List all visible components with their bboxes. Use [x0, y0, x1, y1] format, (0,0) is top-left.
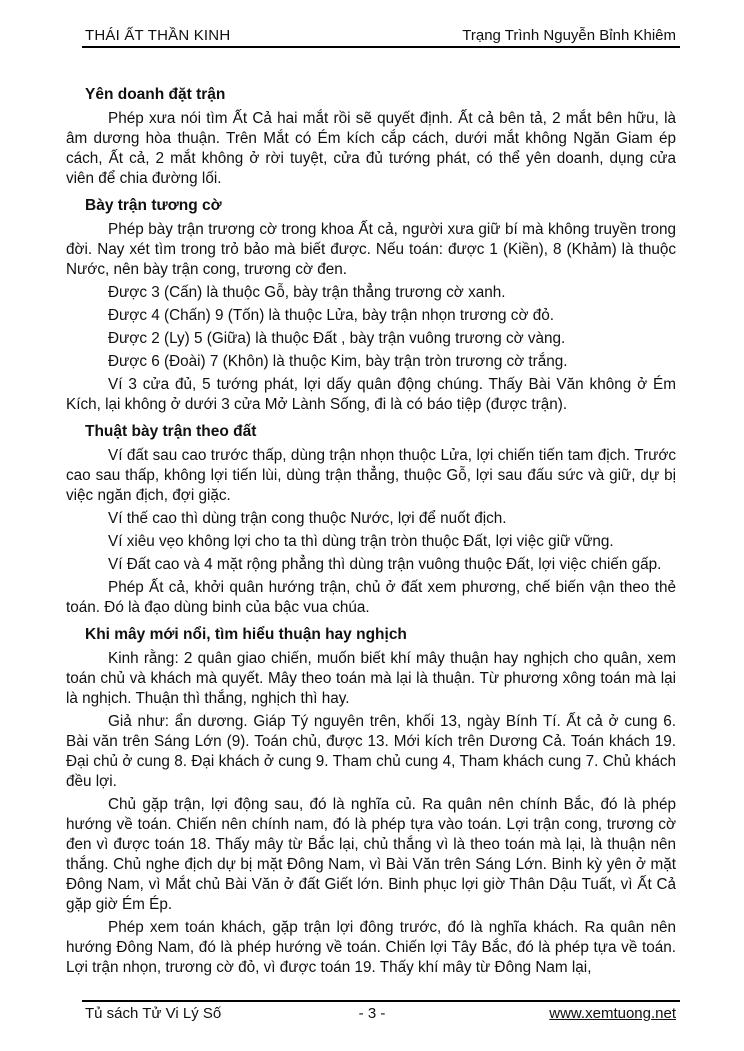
footer-website-link[interactable]: www.xemtuong.net — [549, 1005, 676, 1022]
paragraph: Phép xưa nói tìm Ất Cả hai mắt rồi sẽ quyết định. Ất cả bên tả, 2 mắt bên hữu, là âm dương hòa thuận. Trên Mắt có Ém kích cắp cách, dưới mắt không Ngăn Giam ép cách, Ất cả, 2 mắt không ở rời tuyệt, cửa đủ tướng phát, có thể yên doanh, dụng cửa viên để chia đường lối. — [66, 110, 676, 187]
paragraph: Được 6 (Đoài) 7 (Khôn) là thuộc Kim, bày trận tròn trương cờ trắng. — [108, 353, 568, 370]
document-body — [66, 85, 676, 981]
paragraph: Phép Ất cả, khởi quân hướng trận, chủ ở đất xem phương, chế biến vận theo thẻ toán. Đó là đạo dùng binh của bậc vua chúa. — [66, 579, 676, 616]
section-heading-khi-may-moi-noi: Khi mây mới nổi, tìm hiểu thuận hay nghịch — [85, 626, 407, 643]
footer-divider — [82, 1000, 680, 1002]
paragraph: Kinh rằng: 2 quân giao chiến, muốn biết khí mây thuận hay nghịch cho quân, xem toán chủ và khách mà quyết. Mây theo toán mà lại là thuận. Từ phương xông toán mà lại là nghịch. Thuận thì thắng, nghịch thì hay. — [66, 650, 676, 707]
header-book-title: THÁI ẤT THẦN KINH — [85, 27, 231, 44]
paragraph: Ví Đất cao và 4 mặt rộng phẳng thì dùng trận vuông thuộc Đất, lợi việc chiến gấp. — [108, 556, 662, 573]
paragraph: Ví 3 cửa đủ, 5 tướng phát, lợi dấy quân động chúng. Thấy Bài Văn không ở Ém Kích, lại không ở dưới 3 cửa Mở Lành Sống, đi là có báo tiệp (được trận). — [66, 376, 676, 413]
paragraph: Được 3 (Cấn) là thuộc Gỗ, bày trận thẳng trương cờ xanh. — [108, 284, 506, 301]
paragraph: Giả như: ẩn dương. Giáp Tý nguyên trên, khối 13, ngày Bính Tí. Ất cả ở cung 6. Bài văn trên Sáng Lớn (9). Toán chủ, được 13. Mới kích trên Dương Cả. Toán khách 19. Đại chủ ở cung 8. Đại khách ở cung 9. Tham chủ cung 4, Tham khách cung 7. Chủ khách đều lợi. — [66, 713, 676, 790]
paragraph: Ví xiêu vẹo không lợi cho ta thì dùng trận tròn thuộc Đất, lợi việc giữ vững. — [108, 533, 614, 550]
header-divider — [82, 46, 680, 48]
paragraph: Được 4 (Chấn) 9 (Tốn) là thuộc Lửa, bày trận nhọn trương cờ đỏ. — [108, 307, 554, 324]
paragraph: Chủ gặp trận, lợi động sau, đó là nghĩa củ. Ra quân nên chính Bắc, đó là phép hướng về toán. Chiến nên chính nam, đó là phép tựa vào toán. Lợi trận cong, trương cờ đen vì được toán 18. Thấy mây từ Bắc lại, chủ thắng vì là theo toán mà lại, là thuận nên thắng. Chủ nghe địch dự bị mặt Đông Nam, vì Bài Văn trên Sáng Lớn. Binh kỳ yên ở mặt Đông Nam, vì Mắt chủ Bài Văn ở đất Giết lớn. Binh phục lợi giờ Thân Dậu Tuất, vì Ất Cả gặp giờ Ém Ép. — [66, 796, 676, 913]
paragraph: Phép bày trận trương cờ trong khoa Ất cả, người xưa giữ bí mà không truyền trong đời. Nay xét tìm trong trỏ bảo mà biết được. Nếu toán: được 1 (Kiền), 8 (Khảm) là thuộc Nước, nên bày trận cong, trương cờ đen. — [66, 221, 676, 278]
section-heading-thuat-bay-tran: Thuật bày trận theo đất — [85, 423, 257, 440]
header-author: Trạng Trình Nguyễn Bỉnh Khiêm — [462, 27, 676, 44]
footer-series-title: Tủ sách Tử Vi Lý Số — [85, 1005, 222, 1022]
paragraph: Phép xem toán khách, gặp trận lợi đông trước, đó là nghĩa khách. Ra quân nên hướng Đông Nam, đó là phép hướng về toán. Chiến lợi Tây Bắc, đó là phép tựa về toán. Lợi trận nhọn, trương cờ đỏ, vì được toán 19. Thấy khí mây từ Đông Nam lại, — [66, 919, 676, 976]
paragraph: Ví đất sau cao trước thấp, dùng trận nhọn thuộc Lửa, lợi chiến tiến tam địch. Trước cao sau thấp, không lợi tiến lùi, dùng trận thẳng, thuộc Gỗ, lợi sau đấu sức và giữ, dự bị việc ngăn địch, đợi giặc. — [66, 447, 676, 504]
paragraph: Được 2 (Ly) 5 (Giữa) là thuộc Đất , bày trận vuông trương cờ vàng. — [108, 330, 566, 347]
section-heading-yen-doanh: Yên doanh đặt trận — [85, 86, 226, 103]
footer-page-number: - 3 - — [358, 1005, 386, 1022]
paragraph: Ví thế cao thì dùng trận cong thuộc Nước, lợi để nuốt địch. — [108, 510, 507, 527]
section-heading-bay-tran: Bày trận tương cờ — [85, 197, 222, 214]
